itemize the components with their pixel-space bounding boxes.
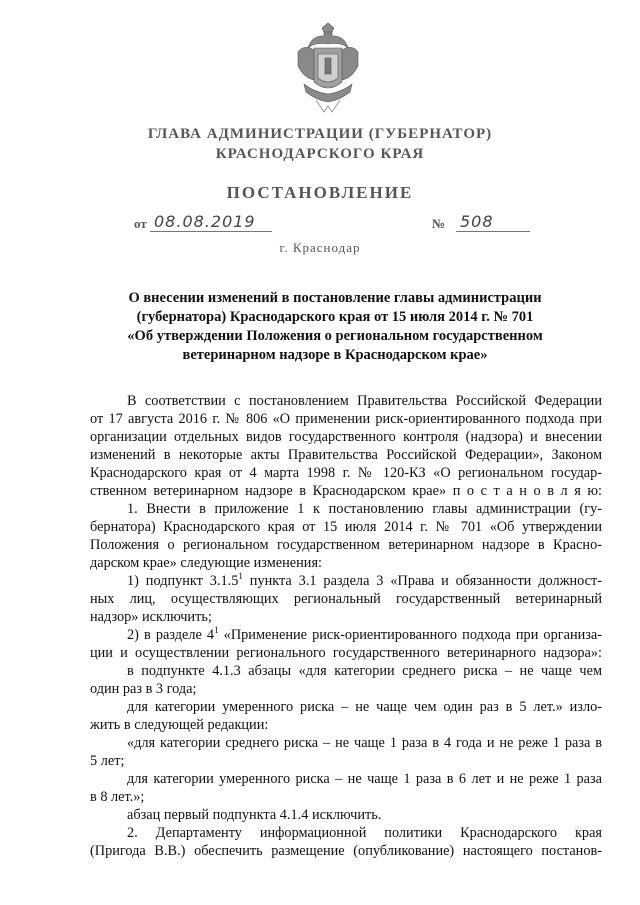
document-title: [120, 289, 550, 365]
title-line: О внесении изменений в постановление главы администрации: [128, 290, 542, 306]
document-number: 508: [456, 212, 530, 232]
body-line: ственном ветеринарном надзоре в Краснодарском крае» п о с т а н о в л я ю:: [90, 483, 602, 499]
body-line: жить в следующей редакции:: [90, 717, 269, 733]
body-line: для категории умеренного риска – не чаще чем один раз в 5 лет.» изло-: [127, 699, 602, 715]
body-line: ных лиц, осуществляющих региональный государственный ветеринарный: [90, 591, 602, 607]
authority-title-line1: ГЛАВА АДМИНИСТРАЦИИ (ГУБЕРНАТОР): [147, 126, 493, 142]
document-date: 08.08.2019: [150, 212, 272, 232]
body-line: для категории умеренного риска – не чаще 1 раза в 6 лет и не реже 1 раза: [127, 771, 602, 787]
title-line: (губернатора) Краснодарского края от 15 июля 2014 г. № 701: [136, 309, 534, 325]
number-prefix: №: [432, 216, 446, 231]
body-line: 5 лет;: [90, 753, 125, 769]
body-line: ции и осуществлении регионального государственного ветеринарного надзора»:: [90, 645, 602, 661]
body-line: Краснодарского края от 4 марта 1998 г. № 120-КЗ «О региональном государ-: [90, 465, 602, 481]
body-line: дарском крае» следующие изменения:: [90, 555, 322, 571]
body-line: 1. Внести в приложение 1 к постановлению главы администрации (гу-: [127, 501, 602, 517]
date-prefix: от: [134, 216, 147, 231]
body-line: бернатора) Краснодарского края от 15 июля 2014 г. № 701 «Об утверждении: [90, 519, 602, 535]
body-line: изменений в некоторые акты Правительства Российской Федерации», Законом: [90, 447, 602, 463]
body-line: (Пригода В.В.) обеспечить размещение (опубликование) настоящего постанов-: [90, 843, 602, 859]
body-line: организации отдельных видов государственного контроля (надзора) и внесении: [90, 429, 602, 445]
body-line: В соответствии с постановлением Правительства Российской Федерации: [127, 393, 602, 409]
body-line: 1) подпункт 3.1.5$^1$ пункта 3.1 раздела 3 «Права и обязанности должност-: [127, 571, 602, 589]
body-line: один раз в 3 года;: [90, 681, 197, 697]
body-line: надзор» исключить;: [90, 609, 212, 625]
body-line: Положения о региональном государственном ветеринарном надзоре в Красно-: [90, 537, 602, 553]
body-line: «для категории среднего риска – не чаще 1 раза в 4 года и не реже 1 раза в: [127, 735, 602, 751]
city: г. Краснодар: [279, 240, 361, 255]
body-line: абзац первый подпункта 4.1.4 исключить.: [127, 807, 382, 823]
date-number-row: [0, 212, 640, 234]
authority-title-line2: КРАСНОДАРСКОГО КРАЯ: [215, 146, 425, 162]
title-line: ветеринарном надзоре в Краснодарском крае»: [182, 347, 488, 363]
body-line: 2. Департаменту информационной политики Краснодарского края: [127, 825, 602, 841]
body-line: в 8 лет.»;: [90, 789, 145, 805]
body-line: 2) в разделе $4^1$ «Применение риск-ориентированного подхода при организа-: [127, 625, 602, 643]
document-type: ПОСТАНОВЛЕНИЕ: [226, 183, 414, 202]
coat-of-arms-emblem: [294, 22, 362, 114]
title-line: «Об утверждении Положения о региональном государственном: [127, 328, 543, 344]
body-line: от 17 августа 2016 г. № 806 «О применении риск-ориентированного подхода при: [90, 411, 602, 427]
body-line: в подпункте 4.1.3 абзацы «для категории среднего риска – не чаще чем: [127, 663, 602, 679]
